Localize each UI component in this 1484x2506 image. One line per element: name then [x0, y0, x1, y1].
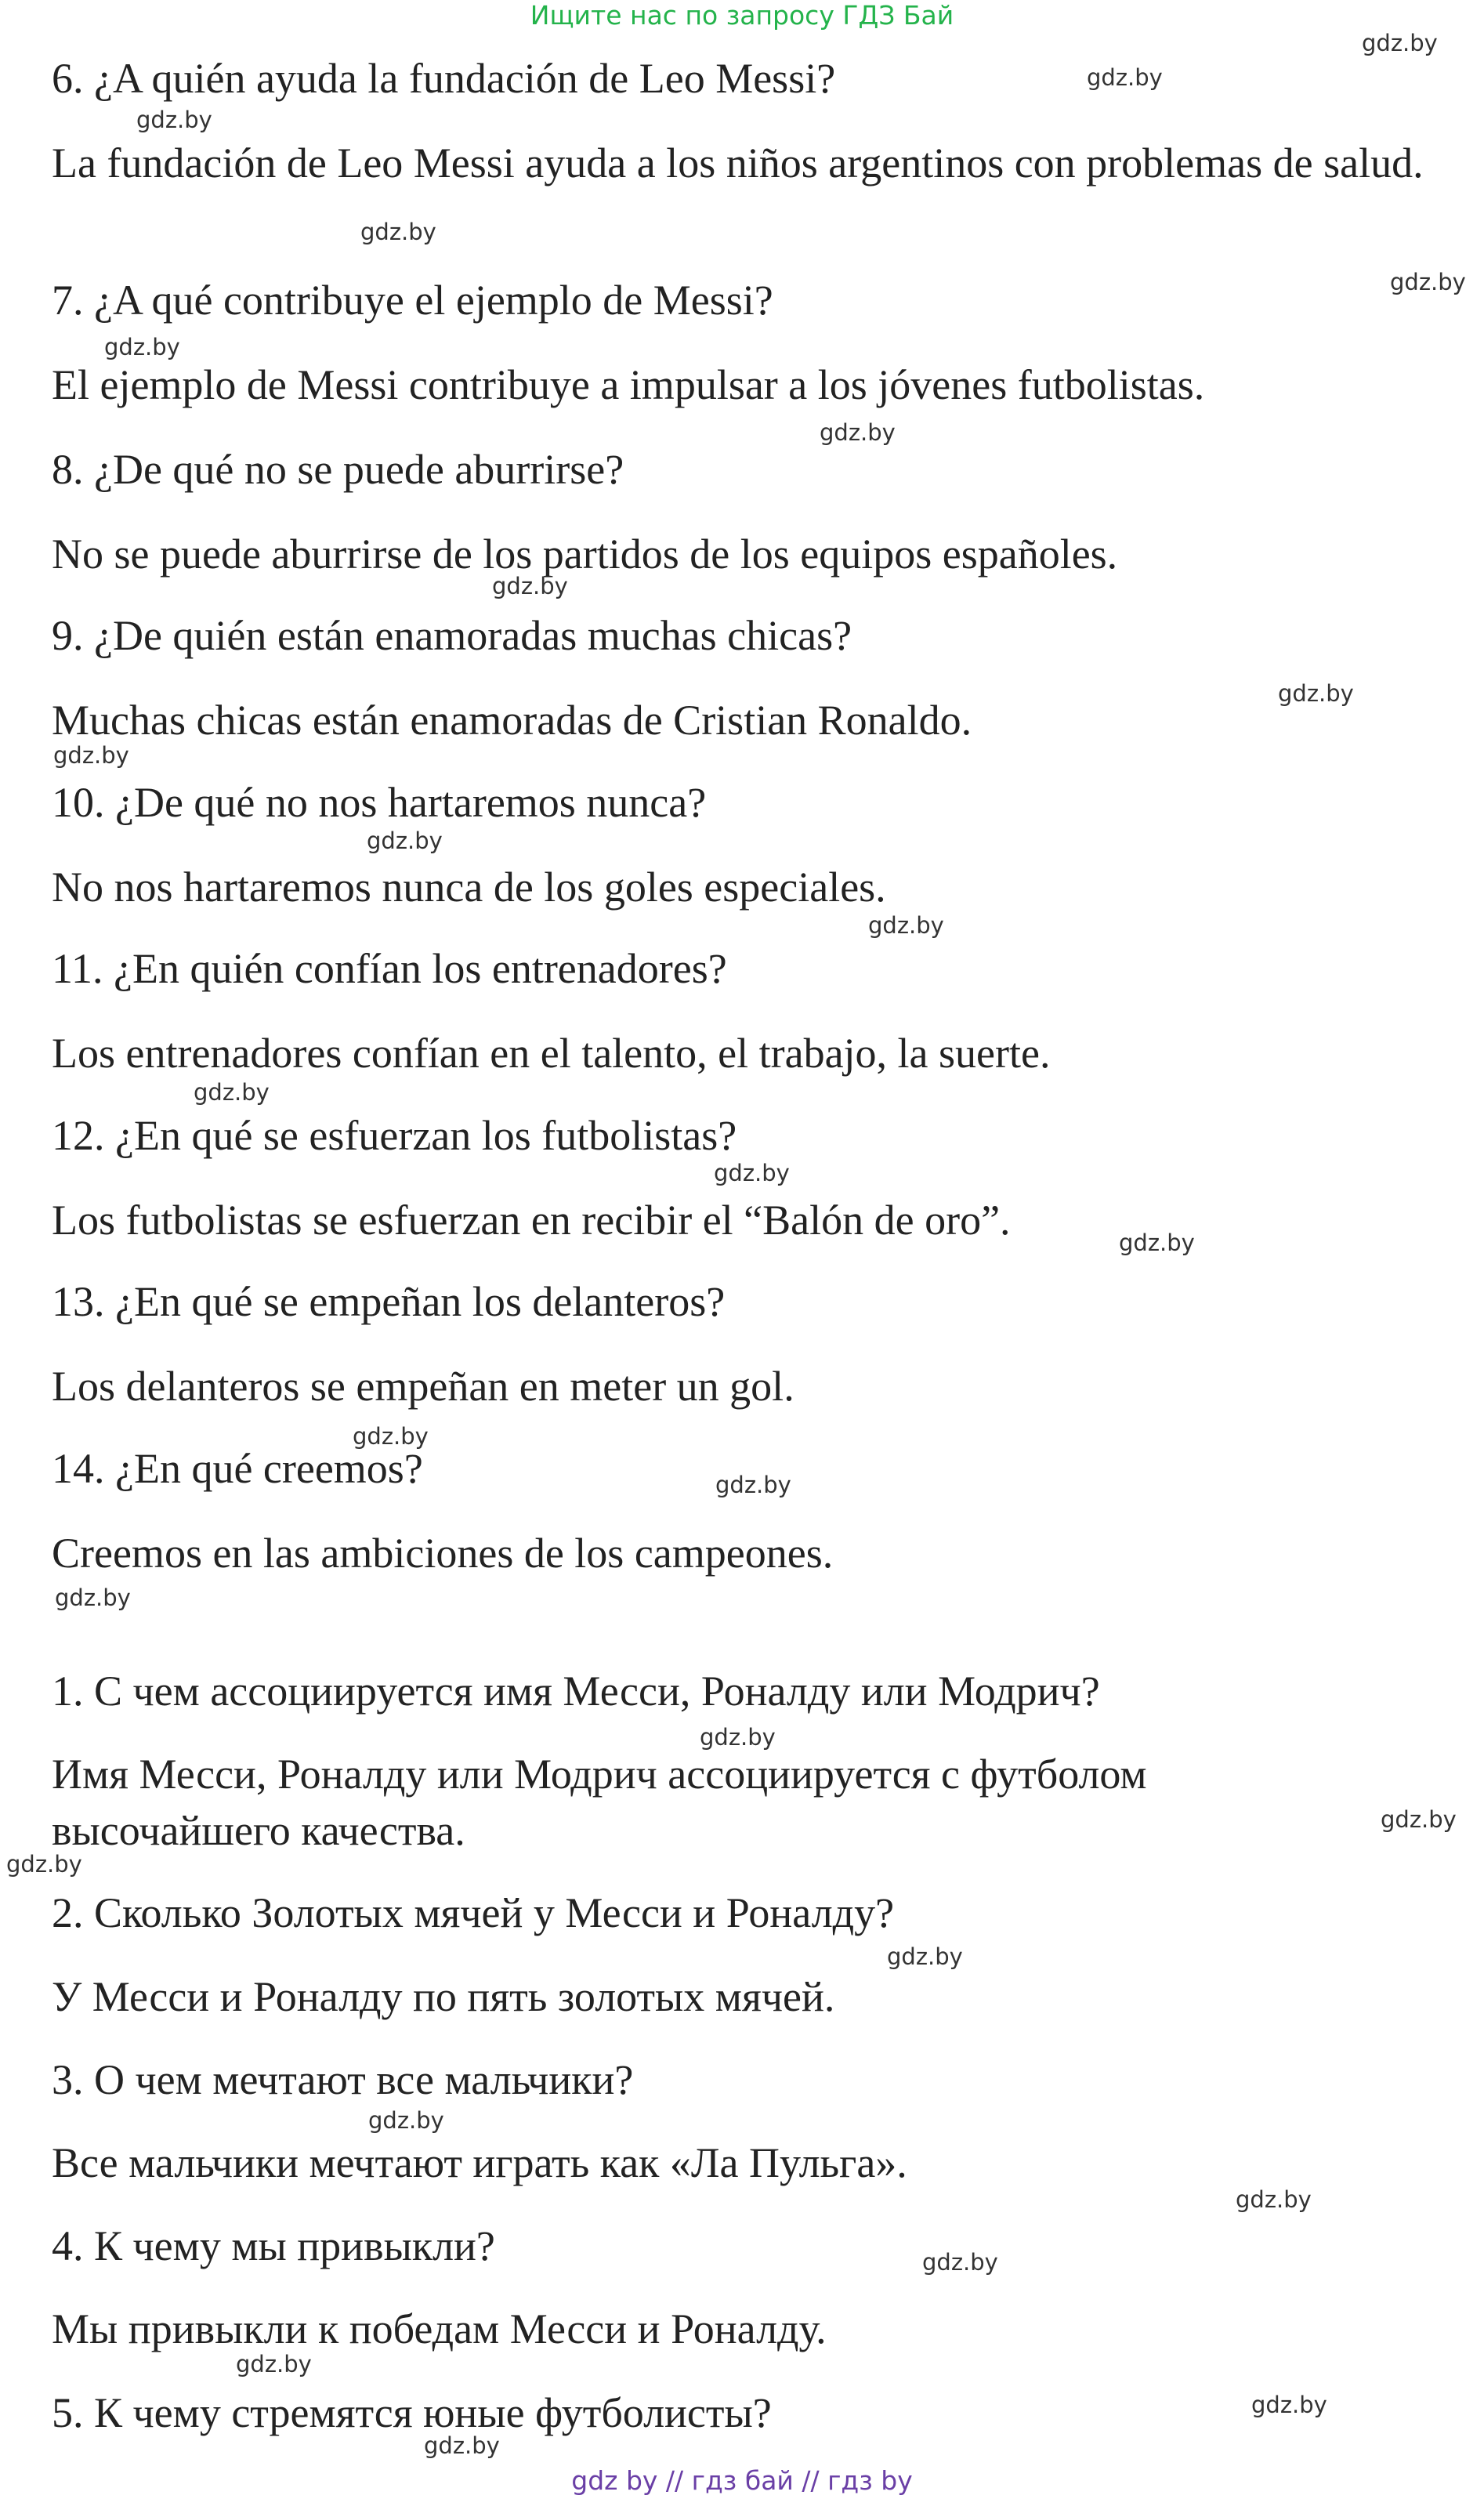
watermark: gdz.by: [1119, 1229, 1195, 1256]
site-footer: gdz by // гдз бай // гдз by: [571, 2465, 913, 2496]
ru-question-5: 5. К чему стремятся юные футболисты?: [52, 2389, 772, 2436]
question-7: 7. ¿A qué contribuye el ejemplo de Messi?: [52, 277, 773, 324]
answer-9: Muchas chicas están enamoradas de Cristian Ronaldo.: [52, 697, 972, 744]
watermark: gdz.by: [1362, 30, 1438, 56]
search-hint-header: Ищите нас по запросу ГДЗ Бай: [530, 0, 954, 31]
watermark: gdz.by: [53, 742, 129, 769]
watermark: gdz.by: [1381, 1806, 1457, 1833]
watermark: gdz.by: [1278, 680, 1354, 707]
question-10: 10. ¿De qué no nos hartaremos nunca?: [52, 779, 707, 826]
question-11: 11. ¿En quién confían los entrenadores?: [52, 945, 727, 992]
watermark: gdz.by: [1087, 64, 1163, 91]
answer-14: Creemos en las ambiciones de los campeones.: [52, 1530, 834, 1577]
ru-question-3: 3. О чем мечтают все мальчики?: [52, 2056, 634, 2103]
ru-answer-3: Все мальчики мечтают играть как «Ла Пульга».: [52, 2139, 907, 2186]
watermark: gdz.by: [367, 827, 443, 854]
watermark: gdz.by: [700, 1724, 776, 1751]
watermark: gdz.by: [820, 419, 896, 446]
watermark: gdz.by: [492, 573, 568, 599]
watermark: gdz.by: [922, 2249, 998, 2276]
watermark: gdz.by: [1390, 269, 1466, 295]
watermark: gdz.by: [55, 1584, 131, 1611]
answer-11: Los entrenadores confían en el talento, el trabajo, la suerte.: [52, 1030, 1051, 1077]
watermark: gdz.by: [360, 219, 436, 245]
ru-answer-2: У Месси и Роналду по пять золотых мячей.: [52, 1973, 835, 2020]
answer-12: Los futbolistas se esfuerzan en recibir el “Balón de oro”.: [52, 1197, 1011, 1244]
watermark: gdz.by: [368, 2107, 444, 2134]
ru-question-1: 1. С чем ассоциируется имя Месси, Роналду или Модрич?: [52, 1668, 1100, 1715]
watermark: gdz.by: [136, 107, 212, 133]
ru-question-2: 2. Сколько Золотых мячей у Месси и Роналду?: [52, 1889, 895, 1936]
watermark: gdz.by: [236, 2351, 312, 2377]
watermark: gdz.by: [6, 1851, 82, 1878]
ru-answer-1: Имя Месси, Роналду или Модрич ассоциируется с футболом высочайшего качества.: [52, 1751, 1147, 1854]
watermark: gdz.by: [714, 1160, 790, 1186]
watermark: gdz.by: [104, 334, 180, 360]
watermark: gdz.by: [1251, 2392, 1327, 2418]
watermark: gdz.by: [353, 1423, 429, 1450]
question-9: 9. ¿De quién están enamoradas muchas chicas?: [52, 612, 852, 659]
question-13: 13. ¿En qué se empeñan los delanteros?: [52, 1278, 726, 1325]
watermark: gdz.by: [715, 1472, 791, 1498]
watermark: gdz.by: [194, 1079, 270, 1106]
watermark: gdz.by: [424, 2432, 500, 2459]
question-8: 8. ¿De qué no se puede aburrirse?: [52, 446, 624, 493]
answer-6: La fundación de Leo Messi ayuda a los niños argentinos con problemas de salud.: [52, 139, 1424, 187]
ru-question-4: 4. К чему мы привыкли?: [52, 2222, 495, 2269]
answer-13: Los delanteros se empeñan en meter un gol.: [52, 1363, 794, 1410]
question-14: 14. ¿En qué creemos?: [52, 1445, 423, 1492]
watermark: gdz.by: [868, 912, 944, 939]
question-6: 6. ¿A quién ayuda la fundación de Leo Messi?: [52, 55, 836, 102]
answer-10: No nos hartaremos nunca de los goles especiales.: [52, 864, 886, 911]
watermark: gdz.by: [887, 1943, 963, 1970]
watermark: gdz.by: [1236, 2186, 1312, 2213]
answer-7: El ejemplo de Messi contribuye a impulsar a los jóvenes futbolistas.: [52, 361, 1205, 408]
question-12: 12. ¿En qué se esfuerzan los futbolistas?: [52, 1112, 737, 1159]
ru-answer-4: Мы привыкли к победам Месси и Роналду.: [52, 2305, 827, 2352]
answer-8: No se puede aburrirse de los partidos de los equipos españoles.: [52, 531, 1118, 578]
